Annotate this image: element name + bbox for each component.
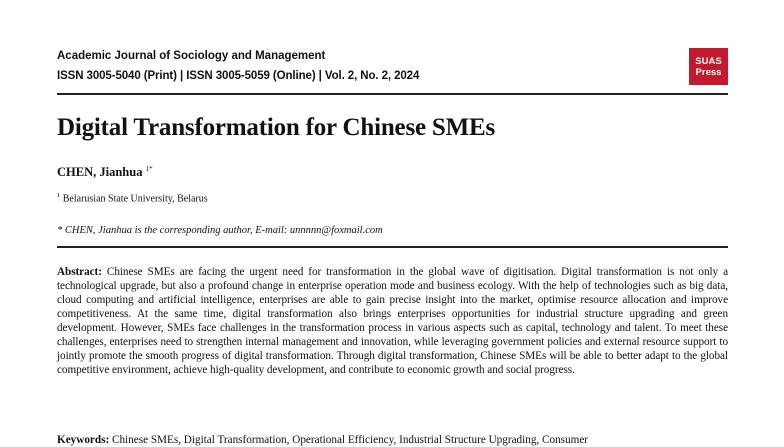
logo-line-2: Press: [695, 66, 722, 78]
abstract-text: Chinese SMEs are facing the urgent need for transformation in the global wave of digitisation. Digital transformation is not only a technological upgrade, but also a profound change in enterprise operation mode and business ecology. With the help of technologies such as big data, cloud computing and artificial intelligence, enterprises are able to gain precise insight into the market, optimise resource allocation and improve competitiveness. At the same time, digital transformation also brings enterprises opportunities for industrial structure upgrading and green development. However, SMEs face challenges in the transformation process in various aspects such as capital, technology and talent. To meet these challenges, enterprises need to strengthen internal management and innovation, while leveraging government policies and external resource support to jointly promote the smooth progress of digital transformation. Through digital transformation, Chinese SMEs will be able to better adapt to the global competitive environment, achieve high-quality development, and contribute to economic growth and social progress.: [57, 266, 728, 376]
suas-press-logo: [689, 48, 728, 85]
journal-name: Academic Journal of Sociology and Management: [57, 50, 326, 62]
keywords-text: Chinese SMEs, Digital Transformation, Operational Efficiency, Industrial Structure Upgrading, Consumer: [112, 434, 589, 446]
abstract-label: Abstract:: [57, 266, 102, 278]
affiliation-line: [57, 192, 208, 204]
abstract: [57, 265, 728, 377]
logo-line-1: SUAS: [695, 55, 722, 67]
keywords: [57, 433, 728, 447]
affiliation-superscript: 1: [57, 192, 61, 199]
paper-title: Digital Transformation for Chinese SMEs: [57, 114, 496, 141]
affiliation-text: Belarusian State University, Belarus: [62, 193, 208, 205]
corresponding-author-note: * CHEN, Jianhua is the corresponding author, E-mail: unnnnn@foxmail.com: [57, 225, 383, 236]
issn-line: ISSN 3005-5040 (Print) | ISSN 3005-5059 (Online) | Vol. 2, No. 2, 2024: [57, 70, 420, 82]
header-divider: [57, 93, 728, 95]
author-superscript: 1*: [145, 165, 153, 173]
author-name: CHEN, Jianhua: [57, 165, 143, 180]
keywords-label: Keywords:: [57, 434, 110, 446]
section-divider: [57, 246, 728, 248]
author-line: [57, 165, 153, 180]
